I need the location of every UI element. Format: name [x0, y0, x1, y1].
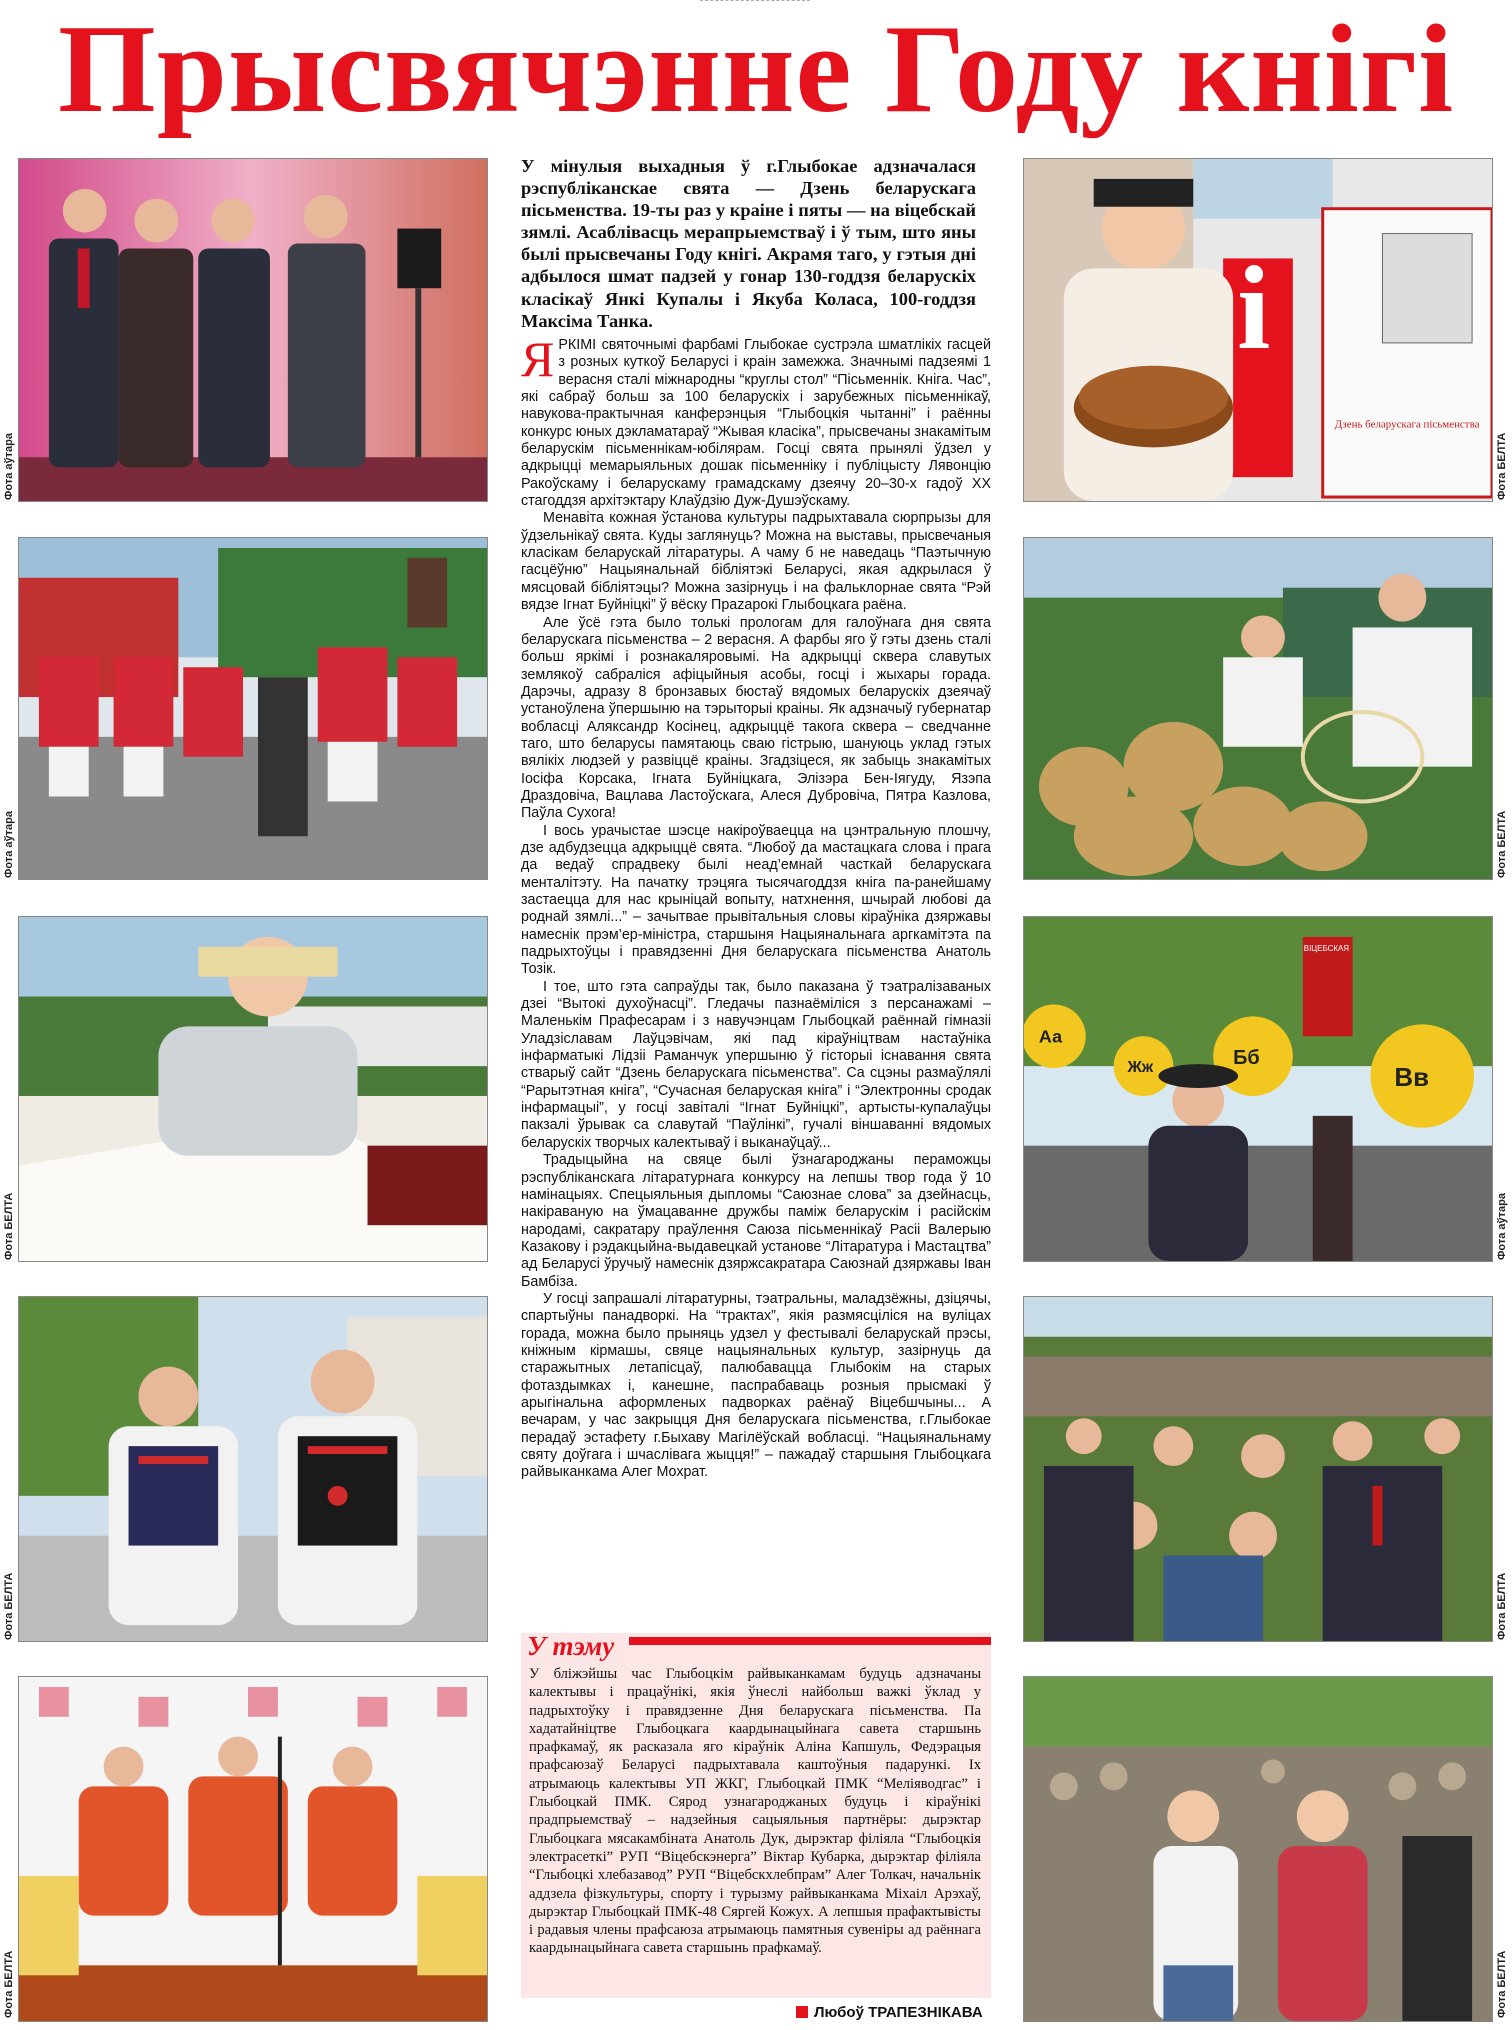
author-name: Любоў ТРАПЕЗНІКАВА	[814, 2004, 983, 2021]
topic-title: У тэму	[527, 1631, 615, 1661]
photo-credit: Фота БЕЛТА	[3, 1192, 15, 1260]
photo-woman-with-bread	[1023, 158, 1493, 502]
banner-text: ВІЦЕБСКАЯ	[1303, 943, 1350, 953]
book-page-text: Дзень беларускага пісьменства	[1334, 418, 1480, 431]
topic-rule	[629, 1637, 991, 1645]
drop-cap: Я	[521, 331, 555, 387]
article-paragraph: І тое, што гэта сапраўды так, было паказана ў тэатралізаваных дзеі “Вытокі духоўнасці”. Гледачы пазнаёміліся з персанажамі – Маленькім Прафесарам і з навучэнцам Глыбоцкай раённай гімназіі Уладзіславам Лаўцэвічам, які пад кіраўніцтвам настаўніка інфарматыкі Лідзіі Раманчук упершыню ў гісторыі існавання свята стварыў сайт “Дзень беларускага пісьменства”. Са сцэны размаўлялі “Рарытэтная кніга”, “Сучасная беларуская кніга” і “Электронны сродак інфармацыі”, у госці завіталі “Ігнат Буйніцкі”, артысты-купалаўцы пакзалі ўрывак са славутай “Паўлінкі”, гучалі віншаванні вядомых беларускіх творчых калектываў і выканаўцаў...	[521, 978, 991, 1151]
photo-parade-drummers	[18, 537, 488, 880]
photo-dancers-on-stage	[18, 1676, 488, 2022]
article-paragraph: І вось урачыстае шэсце накіроўваецца на цэнтральную плошчу, дзе адбудзецца адкрыццё свята. “Любоў да мастацкага слова і прага да ведаў спрадвеку былі неад’емнай часткай беларускага менталітэту. На пачатку трэцяга тысячагоддзя кніга па-ранейшаму застаецца для нас крыніцай вопыту, натхнення, шчырай любові да роднай зямлі...” – зачытвае прывітальныя словы кіраўніка дзяржавы намеснік прэм’ер-міністра, старшыня Нацыянальнага аргкамітэта па падрыхтоўцы і правядзенні Дня беларускага пісьменства Анатоль Тозік.	[521, 822, 991, 978]
photo-basket-weavers	[1023, 537, 1493, 880]
article-paragraph: Менавіта кожная ўстанова культуры падрыхтавала сюрпрызы для ўдзельнікаў свята. Куды заглянуць? Можна на выставы, прысвечаныя класікам беларускай літаратуры. А чаму б не наведаць “Паэтычную гасцёўню” Нацыянальнай бібліятэкі Беларусі, якая адкрылася ў мясцовай бібліятэцы? Можна зазірнуць і на фальклорнае свята “Рэй вядзе Ігнат Буйніцкі” ў вёску Прazaрoкі Глыбоцкага раёна.	[521, 510, 991, 614]
photo-credit: Фота аўтара	[3, 811, 15, 878]
photo-credit: Фота БЕЛТА	[1496, 1572, 1508, 1640]
sun-mid-text: Бб	[1233, 1047, 1260, 1070]
photo-girl-writing-quill	[18, 916, 488, 1262]
author-byline	[796, 2004, 983, 2021]
photo-credit: Фота БЕЛТА	[1496, 810, 1508, 878]
photo-audience-applauding	[1023, 1296, 1493, 1642]
photo-young-couple-crowd	[1023, 1676, 1493, 2022]
topic-header	[521, 1633, 991, 1661]
photo-alphabet-parade	[1023, 916, 1493, 1262]
photo-credit: Фота БЕЛТА	[3, 1572, 15, 1640]
sun-right-text: Вв	[1394, 1064, 1430, 1093]
photo-credit: Фота БЕЛТА	[1496, 1950, 1508, 2018]
photo-credit: Фота аўтара	[1496, 1193, 1508, 1260]
article-paragraph: Традыцыйна на свяце былі ўзнагароджаны пераможцы рэспубліканскага літаратурнага конкурсу на лепшы твор года ў 10 намінацыях. Спецыяльныя дыпломы “Саюзнае слова” за дзейнасць, накіраваную на ўмацаванне дружбы паміж беларускім і расійскім народамі, сакратару праўлення Саюза пісьменнікаў Расіі Валерыю Казакову і рэдакцыйна-выдавецкай установе “Літаратура і Мастацтва” ад Беларусі ўручыў намеснік дзяржсакратара Саюзнай дзяржавы Іван Бамбіза.	[521, 1152, 991, 1290]
article-paragraph: У госці запрашалі літаратурны, тэатральны, маладзёжны, дзіцячы, спартыўны панадворкі. На “трактах”, якія размясціліся на вуліцах горада, можна было прыняць удзел у фестывалі беларускай прэсы, кніжным кірмашы, свяце нацыянальных культур, зазірнуць да старажытных летапісцаў, палюбавацца Глыбокім на старых фотаздымках і, канешне, паспрабаваць розныя прысмакі ў арыгінальна аформленых падворках раёнаў Віцебшчыны... А вечарам, у час закрыцця Дня беларускага пісьменства, г.Глыбокае перадаў эстафету г.Быхаву Магілёўскай вобласці. “Нацыянальнаму святу доўгага і шчаслівага жыцця!” – пажадаў старшыня Глыбоцкага райвыканкама Алег Мохрат.	[521, 1290, 991, 1481]
sign-letter: і	[1237, 241, 1271, 374]
photo-officials-on-stage	[18, 158, 488, 502]
photo-credit: Фота БЕЛТА	[3, 1950, 15, 2018]
topic-text: У бліжэйшы час Глыбоцкім райвыканкамам будуць адзначаны калектывы і працаўнікі, якія ўнеслі найбольш важкі ўклад у падрыхтоўку і правядзенне Дня беларускага пісьменства. Па хадатайніцтве Глыбоцкага каардынацыйнага савета старшынь прафкамаў, як расказала яго кіраўнік Аліна Капшуль, Федэрацыя прафсаюзаў Беларусі падрыхтавала каштоўныя падарункі. Іх атрымаюць калектывы УП ЖКГ, Глыбоцкай ПМК “Меліявoдгас” і Глыбоцкай ПМК. Сярод узнагароджаных будуць і кіраўнікі прадпрыемстваў – надзейныя сацыяльныя партнёры: дырэктар Глыбоцкага мясакамбіната Анатоль Дук, дырэктар філіяла “Глыбоцкія электрасеткі” РУП “Віцебскэнерга” Віктар Кубарка, дырэктар філіяла “Глыбоцкі хлебазавод” РУП “Віцебскхлебпрам” Алег Толкач, начальнік аддзела фізкультуры, спорту і турызму райвыканкама Міхаіл Арэхаў, дырэктар Глыбоцкай ПМК-48 Сяргей Кожух. А лепшыя прафактывісты і радавыя члены прафсаюза атрымаюць памятныя сувеніры ад раённага каардынацыйнага савета старшынь прафкамаў.	[529, 1666, 981, 1957]
sun-far-text: Жж	[1127, 1059, 1154, 1077]
sun-left-text: Аа	[1038, 1026, 1063, 1047]
byline-square-icon	[796, 2006, 808, 2018]
article-paragraph: Але ўсё гэта было толькі прологам для галоўнага дня свята беларускага пісьменства – 2 верасня. А фарбы яго ў гэты дзень сталі больш яркімі і рознакаляровымі. На адкрыцці сквера славутых землякоў сабраліся афіцыйныя асобы, госці і жыхары горада. Дарэчы, адразу 8 бронзавых бюстаў вядомых беларускіх дзеячаў устаноўлена ўпершыню на тэрыторыі краіны. Як адзначыў губернатар вобласці Аляксандр Косінец, адкрыццё такога сквера – сведчанне таго, што беларусы памятаюць сваю гістрыю, шануюць уклад гэтых вялікіх людзей у развіццё краіны. Згадзіцеся, як забыць знакамітых Іосіфа Корсака, Ігната Буйніцкага, Элізэра Бен-Іягуду, Язэпа Драздовіча, Вацлава Ластоўскага, Алеся Дубровіча, Пятра Казлова, Паўла Сухога!	[521, 614, 991, 822]
article-body	[521, 331, 991, 1482]
headline: Прысвячэнне Году кнігі	[57, 0, 1455, 139]
photo-credit: Фота БЕЛТА	[1496, 432, 1508, 500]
article-paragraph	[521, 331, 991, 510]
article-paragraph-text: РКІМІ святочнымі фарбамі Глыбокае сустрэла шматлікіх гасцей з розных куткоў Беларусі і краін замежжа. Значнымі падзеямі 1 верасня сталі міжнародны “круглы стол” “Пісьменнік. Кніга. Час”, які сабраў больш за 100 беларускіх і зарубежных пісьменнікаў, навукова-практычная канферэнцыя “Глыбоцкія чытанні” і раённы конкурс юных дэкламатараў “Жывая класіка”, прысвечаны знакамітым беларускім пісьменнікам-юбілярам. Госці свята прынялі ўдзел у адкрыцці мемарыяльных дошак пісьменніку і публіцысту Лявонцію Ракоўскаму і беларускаму грамадскаму дзеячу 20–30-х гадоў ХХ стагоддзя архітэктару Клаўдзію Дуж-Душэўскаму.	[521, 337, 991, 510]
photo-women-folk-costumes	[18, 1296, 488, 1642]
photo-credit: Фота аўтара	[3, 433, 15, 500]
topic-sidebar	[521, 1633, 991, 1998]
lead-paragraph: У мінулыя выхадныя ў г.Глыбокае адзначалася рэспубліканскае свята — Дзень беларускага пісьменства. 19-ты раз у краіне і пяты — на віцебскай зямлі. Асабліваcць мерапрыемстваў і ў тым, што яны былі прысвечаны Году кнігі. Акрамя таго, у гэтыя дні адбылося шмат падзей у гонар 130-годдзя беларускіх класікаў Янкі Купалы і Якуба Коласа, 100-годдзя Максіма Танка.	[521, 156, 976, 331]
